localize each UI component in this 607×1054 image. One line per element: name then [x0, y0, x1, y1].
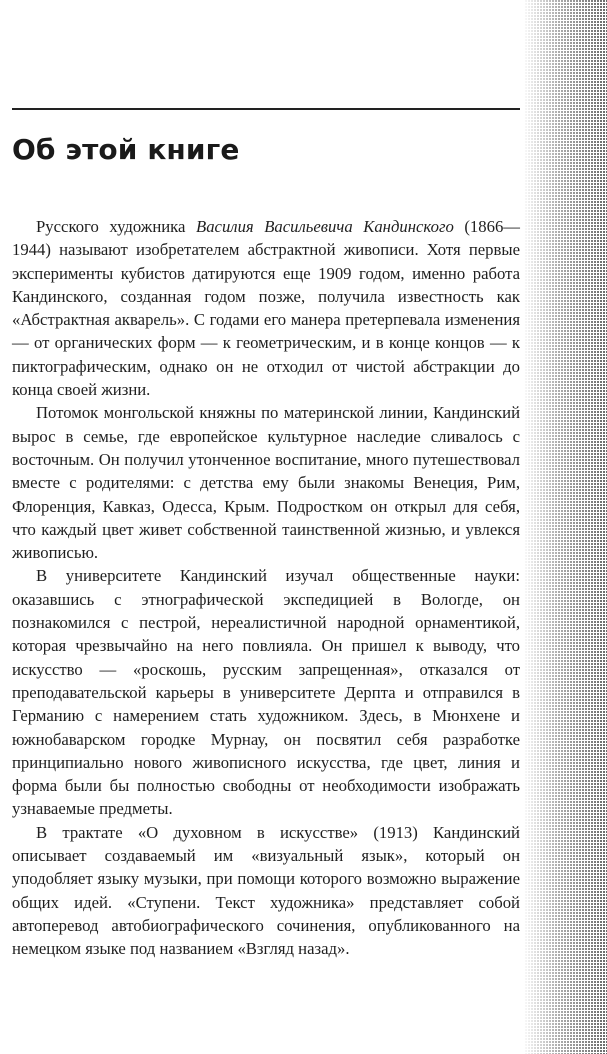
paragraph-1: [12, 215, 520, 401]
paragraph-2: Потомок монгольской княжны по материнской линии, Кандинский вырос в семье, где европейское культурное наследие сливалось с восточным. Он получил утонченное воспитание, много путешествовал вместе с родителями: с детства ему были знакомы Венеция, Рим, Флоренция, Кавказ, Одесса, Крым. Подростком он открыл для себя, что каждый цвет живет собственной таинственной жизнью, и увлекся живописью.: [12, 403, 520, 563]
paragraph-1-rest: (1866—1944) называют изобретателем абстрактной живописи. Хотя первые эксперименты кубистов датируются еще 1909 годом, именно работа Кандинского, созданная годом позже, получила известность как «Абстрактная акварель». С годами его манера претерпевала изменения — от органических форм — к геометрическим, и в конце концов — к пиктографическим, однако он не отходил от чистой абстракции до конца своей жизни.: [12, 217, 520, 400]
artist-name: Василия Васильевича Кандинского: [196, 217, 454, 236]
paragraph-1-intro: Русского художника: [36, 217, 197, 236]
halftone-edge-decoration: [525, 0, 607, 1054]
page-title: Об этой книге: [12, 133, 240, 166]
paragraph-3: В университете Кандинский изучал общественные науки: оказавшись с этнографической экспедицией в Вологде, он познакомился с пестрой, нереалистичной народной орнаментикой, которая чрезвычайно на него повлияла. Он пришел к выводу, что искусство — «роскошь, русским запрещенная», отказался от преподавательской карьеры в университете Дерпта и отправился в Германию с намерением стать художником. Здесь, в Мюнхене и южнобаварском городке Мурнау, он посвятил себя разработке принципиально нового живописного искусства, где цвет, линия и форма были бы полностью свободны от необходимости изображать узнаваемые предметы.: [12, 566, 520, 819]
body-text: [12, 215, 520, 961]
header-rule: [12, 108, 520, 110]
paragraph-4: В трактате «О духовном в искусстве» (1913) Кандинский описывает создаваемый им «визуальный язык», который он уподобляет языку музыки, при помощи которого возможно выражение общих идей. «Ступени. Текст художника» представляет собой автоперевод автобиографического сочинения, опубликованного на немецком языке под названием «Взгляд назад».: [12, 822, 520, 959]
